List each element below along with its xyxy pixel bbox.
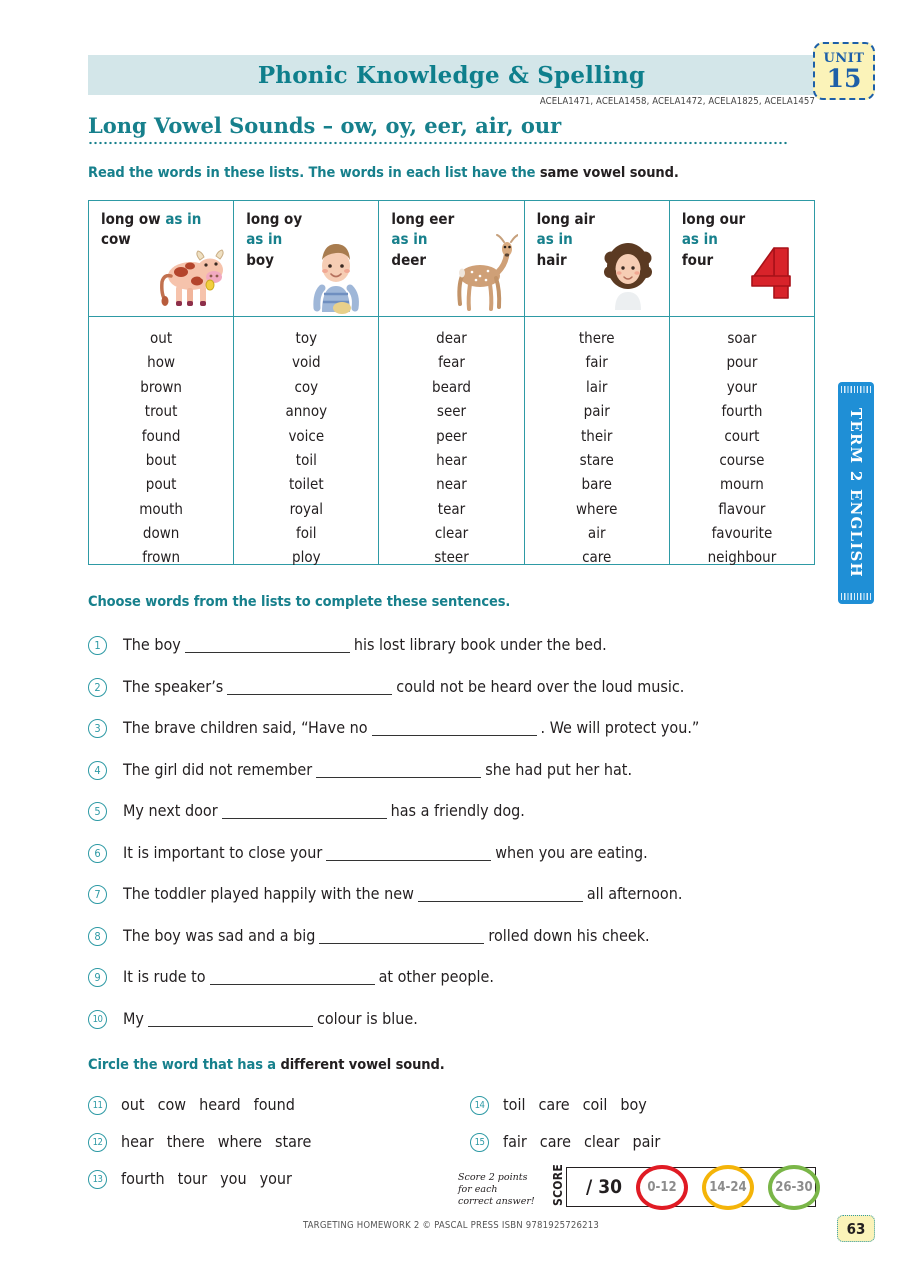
question-prefix: It is important to close your [123,843,323,862]
word-item: down [142,524,180,542]
question-number: 5 [88,802,107,821]
question-number: 9 [88,968,107,987]
circle-word-option[interactable]: clear [583,1132,620,1151]
question-8 [88,925,818,953]
ow-asin-label: as in [165,210,202,228]
word-item: where [576,499,618,518]
oy-sound-label: long oy [246,210,303,228]
question-prefix: My [123,1009,144,1028]
question-number: 3 [88,719,107,738]
circle-word-option[interactable]: there [166,1132,205,1151]
word-item: pour [726,353,758,372]
question-text [123,842,648,864]
question-suffix: . We will protect you.” [540,718,700,737]
word-lists-table [88,200,815,565]
question-text [123,800,525,822]
question-text [123,966,494,988]
question-number: 14 [470,1096,489,1115]
circle-word-options [121,1168,305,1190]
score-band-low: 0-12 [636,1165,688,1210]
word-item: flavour [718,499,766,518]
word-column-oy [234,201,379,567]
question-text [123,925,650,947]
page-title: Phonic Knowledge & Spelling [257,61,646,89]
score-note-line-2: for each [458,1183,498,1195]
word-item: trout [144,402,178,421]
question-suffix: his lost library book under the bed. [353,635,607,654]
circle-word-option[interactable]: care [538,1095,570,1114]
question-number: 7 [88,885,107,904]
word-item: how [147,353,176,372]
word-item: foil [296,524,317,542]
word-item: soar [727,329,757,347]
question-suffix: rolled down his cheek. [488,926,650,945]
ow-example-word: cow [101,230,131,249]
word-column-oy-header [234,201,378,317]
question-10 [88,1008,818,1036]
word-item: tear [437,499,466,518]
eer-sound-label: long eer [391,210,455,228]
circle-word-option[interactable]: where [217,1132,262,1151]
circle-word-option[interactable]: found [253,1095,295,1114]
eer-asin-label: as in [391,230,428,249]
word-item: out [150,329,173,347]
word-item: ploy [292,548,321,567]
question-text [123,1008,418,1030]
air-sound-label: long air [536,210,595,228]
word-item: court [724,426,760,445]
question-number: 2 [88,678,107,697]
unit-label: UNIT [823,50,865,66]
question-prefix: The boy [123,635,181,654]
circle-word-options [503,1094,660,1116]
word-item: seer [436,402,467,421]
word-item: pout [145,475,177,494]
circle-word-option[interactable]: your [259,1169,292,1188]
question-prefix: My next door [123,801,218,820]
circle-word-option[interactable]: pair [632,1132,661,1151]
question-number: 12 [88,1133,107,1152]
word-item: near [436,475,467,494]
score-note-line-3: correct answer! [458,1195,535,1207]
question-suffix: when you are eating. [495,843,648,862]
oy-example-word: boy [246,250,274,269]
air-asin-label: as in [536,230,573,249]
question-prefix: The speaker’s [123,677,224,696]
instruction-choose-words: Choose words from the lists to complete these sentences. [88,594,511,610]
question-suffix: she had put her hat. [485,760,633,779]
question-suffix: colour is blue. [316,1009,418,1028]
circle-word-option[interactable]: hear [121,1132,154,1151]
word-item: brown [140,377,182,396]
question-9 [88,966,818,994]
question-prefix: The toddler played happily with the new [123,884,414,903]
question-5 [88,800,818,828]
question-1 [88,634,818,662]
circle-word-option[interactable]: fourth [121,1169,165,1188]
word-column-our [670,201,814,567]
word-item: royal [289,499,324,518]
question-number: 6 [88,844,107,863]
circle-word-option[interactable]: stare [274,1132,312,1151]
circle-word-option[interactable]: care [539,1132,571,1151]
word-item: neighbour [707,548,777,567]
word-item: bout [145,450,177,469]
score-total[interactable]: / 30 [586,1176,622,1198]
question-number: 1 [88,636,107,655]
oy-asin-label: as in [246,230,283,249]
word-item: pair [583,402,610,421]
score-label: SCORE [551,1163,565,1206]
word-list-eer [379,317,523,570]
word-column-eer-header [379,201,523,317]
word-item: stare [579,450,614,469]
our-sound-label: long our [681,210,746,228]
circle-word-options [121,1094,308,1116]
question-number: 4 [88,761,107,780]
instruction-circle-word [88,1057,445,1073]
word-item: fear [438,353,465,372]
word-item: mouth [139,499,183,518]
word-item: annoy [285,402,328,421]
word-item: there [578,329,615,347]
answer-blank[interactable] [418,887,583,902]
question-7 [88,883,818,911]
question-text [123,717,699,739]
word-column-our-header [670,201,814,317]
word-item: dear [436,329,467,347]
question-number: 8 [88,927,107,946]
score-note-line-1: Score 2 points [458,1172,528,1183]
ow-sound-label: long ow [101,210,161,228]
question-text [123,883,682,905]
word-column-air-header [525,201,669,317]
word-item: fourth [721,402,763,421]
question-suffix: all afternoon. [586,884,683,903]
word-item: peer [436,426,467,445]
word-item: steer [434,548,469,567]
circle-word-option[interactable]: tour [177,1169,208,1188]
word-list-ow [89,317,233,570]
air-example-word: hair [536,250,567,269]
word-item: air [587,524,606,542]
word-column-ow-header [89,201,233,317]
word-list-oy [234,317,378,570]
word-item: hear [436,450,467,469]
word-column-air [525,201,670,567]
word-item: coy [294,377,319,396]
subtitle-dotted-rule [88,141,788,145]
answer-blank[interactable] [316,763,481,778]
question-prefix: The boy was sad and a big [123,926,316,945]
word-item: mourn [720,475,764,494]
instruction-circle-black: different vowel sound. [280,1057,445,1073]
word-item: frown [142,548,180,567]
instruction-read-lists-black: same vowel sound. [539,165,679,181]
circle-word-option[interactable]: cow [157,1095,187,1114]
question-2 [88,676,818,704]
word-item: your [726,377,758,396]
question-text [123,759,632,781]
question-prefix: It is rude to [123,967,206,986]
word-item: fair [585,353,608,372]
question-text [123,676,684,698]
score-band-high: 26-30 [768,1165,820,1210]
word-item: voice [288,426,325,445]
unit-number: 15 [826,63,862,93]
word-item: favourite [711,524,773,542]
answer-blank[interactable] [185,638,350,653]
question-number: 13 [88,1170,107,1189]
question-prefix: The girl did not remember [123,760,313,779]
question-3 [88,717,818,745]
question-suffix: could not be heard over the loud music. [396,677,685,696]
unit-badge [813,42,875,100]
circle-word-option[interactable]: heard [199,1095,241,1114]
answer-blank[interactable] [210,970,375,985]
circle-word-option[interactable]: fair [503,1132,527,1151]
circle-word-option[interactable]: out [121,1095,145,1114]
circle-word-option[interactable]: boy [620,1095,647,1114]
word-item: toil [295,450,317,469]
word-list-our [670,317,814,570]
instruction-read-lists-teal: Read the words in these lists. The words in each list have the [88,165,540,181]
circle-word-option[interactable]: coil [582,1095,608,1114]
word-column-ow [89,201,234,567]
question-number: 10 [88,1010,107,1029]
section-subtitle: Long Vowel Sounds – ow, oy, eer, air, our [88,113,562,138]
eer-example-word: deer [391,250,427,269]
circle-word-option[interactable]: toil [503,1095,526,1114]
page-number: 63 [837,1215,875,1242]
question-number: 15 [470,1133,489,1152]
answer-blank[interactable] [372,721,537,736]
word-item: void [292,353,321,372]
word-item: toilet [288,475,324,494]
word-item: course [719,450,765,469]
our-asin-label: as in [681,230,718,249]
word-item: found [141,426,181,445]
answer-blank[interactable] [148,1012,313,1027]
word-item: bare [581,475,612,494]
circle-word-options [503,1131,673,1153]
circle-word-options [121,1131,324,1153]
instruction-circle-teal: Circle the word that has a [88,1057,281,1073]
answer-blank[interactable] [227,680,392,695]
score-band-mid: 14-24 [702,1165,754,1210]
question-6 [88,842,818,870]
word-item: beard [432,377,471,396]
question-suffix: at other people. [378,967,494,986]
question-number: 11 [88,1096,107,1115]
side-tab-term [838,382,874,604]
our-example-word: four [681,250,714,269]
curriculum-codes: ACELA1471, ACELA1458, ACELA1472, ACELA1825, ACELA1457 [539,96,815,107]
side-tab-label: TERM 2 ENGLISH [847,408,865,578]
word-item: lair [586,377,608,396]
question-4 [88,759,818,787]
word-item: their [580,426,613,445]
answer-blank[interactable] [319,929,484,944]
circle-word-option[interactable]: you [220,1169,247,1188]
footer-credit: TARGETING HOMEWORK 2 © PASCAL PRESS ISBN 9781925726213 [302,1220,600,1231]
score-instruction-note [458,1172,548,1208]
question-prefix: The brave children said, “Have no [123,718,368,737]
word-item: toy [295,329,318,347]
word-item: clear [434,524,469,542]
answer-blank[interactable] [326,846,491,861]
word-column-eer [379,201,524,567]
question-suffix: has a friendly dog. [390,801,525,820]
instruction-read-lists [88,165,679,181]
answer-blank[interactable] [222,804,387,819]
word-list-air [525,317,669,570]
word-item: care [582,548,612,567]
question-text [123,634,607,656]
